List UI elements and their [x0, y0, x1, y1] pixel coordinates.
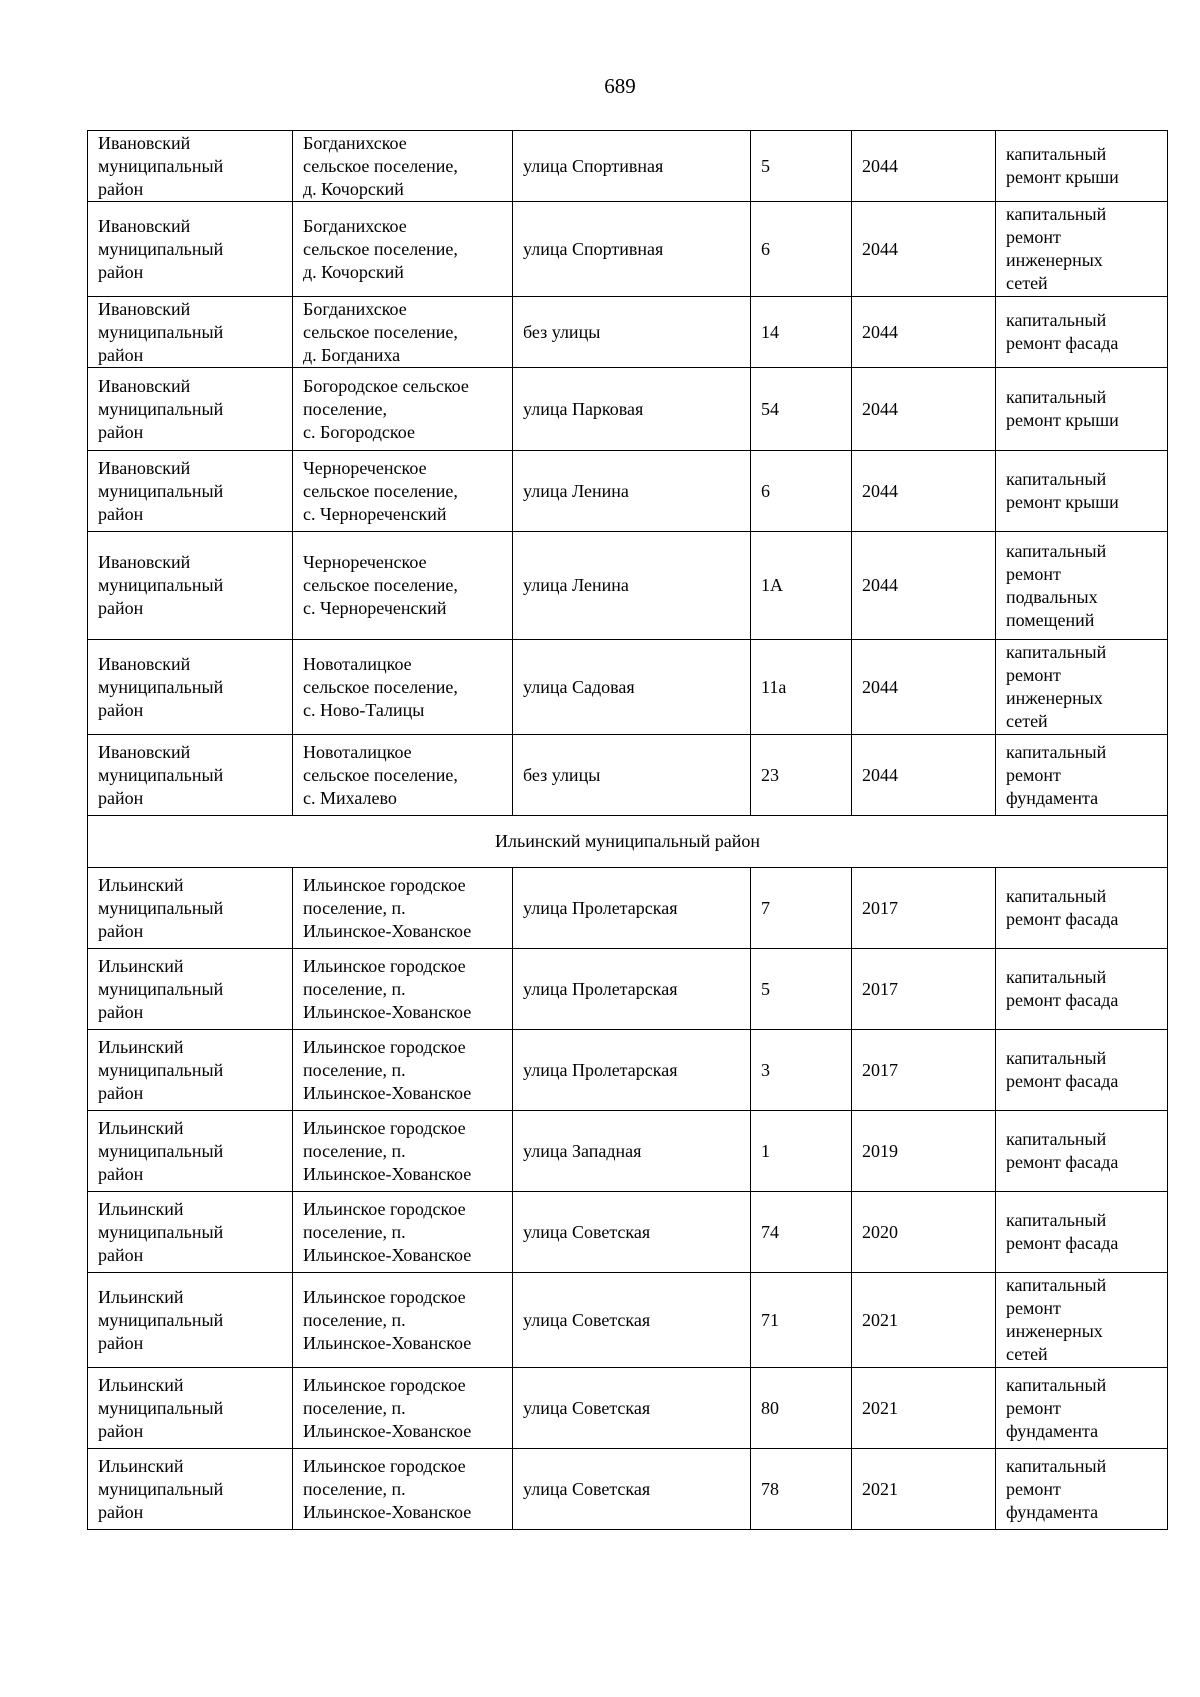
section-header-row	[88, 816, 1168, 868]
house-number-cell: 71	[751, 1273, 852, 1368]
street-cell: улица Спортивная	[513, 131, 751, 202]
street-cell: улица Садовая	[513, 640, 751, 735]
work-type-cell: капитальный ремонт крыши	[996, 451, 1168, 532]
table-body	[88, 131, 1168, 1530]
district-cell: Ильинский муниципальный район	[88, 949, 293, 1030]
year-cell: 2044	[852, 368, 996, 451]
street-cell: улица Советская	[513, 1273, 751, 1368]
table-row	[88, 1192, 1168, 1273]
year-cell: 2021	[852, 1273, 996, 1368]
house-number-cell: 5	[751, 949, 852, 1030]
district-cell: Ильинский муниципальный район	[88, 1368, 293, 1449]
year-cell: 2017	[852, 949, 996, 1030]
work-type-cell: капитальный ремонт фасада	[996, 949, 1168, 1030]
street-cell: улица Советская	[513, 1449, 751, 1530]
repair-schedule-table	[87, 130, 1168, 1530]
year-cell: 2044	[852, 640, 996, 735]
settlement-cell: Ильинское городское поселение, п. Ильинское-Хованское	[293, 1368, 513, 1449]
page-number: 689	[604, 74, 636, 98]
year-cell: 2017	[852, 868, 996, 949]
district-cell: Ильинский муниципальный район	[88, 1192, 293, 1273]
house-number-cell: 11а	[751, 640, 852, 735]
year-cell: 2020	[852, 1192, 996, 1273]
settlement-cell: Богданихское сельское поселение, д. Кочорский	[293, 202, 513, 297]
street-cell: улица Спортивная	[513, 202, 751, 297]
year-cell: 2044	[852, 297, 996, 368]
district-cell: Ивановский муниципальный район	[88, 451, 293, 532]
district-cell: Ивановский муниципальный район	[88, 735, 293, 816]
street-cell: без улицы	[513, 297, 751, 368]
house-number-cell: 80	[751, 1368, 852, 1449]
house-number-cell: 23	[751, 735, 852, 816]
table-row	[88, 368, 1168, 451]
street-cell: улица Пролетарская	[513, 1030, 751, 1111]
work-type-cell: капитальный ремонт инженерных сетей	[996, 1273, 1168, 1368]
district-cell: Ильинский муниципальный район	[88, 1449, 293, 1530]
settlement-cell: Чернореченское сельское поселение, с. Чернореченский	[293, 451, 513, 532]
house-number-cell: 54	[751, 368, 852, 451]
house-number-cell: 7	[751, 868, 852, 949]
work-type-cell: капитальный ремонт фасада	[996, 1111, 1168, 1192]
year-cell: 2044	[852, 532, 996, 640]
street-cell: улица Ленина	[513, 451, 751, 532]
settlement-cell: Ильинское городское поселение, п. Ильинское-Хованское	[293, 1111, 513, 1192]
street-cell: улица Парковая	[513, 368, 751, 451]
table-row	[88, 1030, 1168, 1111]
table-row	[88, 949, 1168, 1030]
work-type-cell: капитальный ремонт фундамента	[996, 1368, 1168, 1449]
district-cell: Ивановский муниципальный район	[88, 640, 293, 735]
work-type-cell: капитальный ремонт фасада	[996, 868, 1168, 949]
settlement-cell: Богородское сельское поселение, с. Богородское	[293, 368, 513, 451]
settlement-cell: Ильинское городское поселение, п. Ильинское-Хованское	[293, 868, 513, 949]
table-row	[88, 131, 1168, 202]
district-cell: Ильинский муниципальный район	[88, 1030, 293, 1111]
year-cell: 2021	[852, 1368, 996, 1449]
table-row	[88, 1273, 1168, 1368]
settlement-cell: Новоталицкое сельское поселение, с. Михалево	[293, 735, 513, 816]
district-cell: Ильинский муниципальный район	[88, 1273, 293, 1368]
house-number-cell: 74	[751, 1192, 852, 1273]
table-row	[88, 451, 1168, 532]
street-cell: улица Пролетарская	[513, 868, 751, 949]
settlement-cell: Чернореченское сельское поселение, с. Чернореченский	[293, 532, 513, 640]
year-cell: 2044	[852, 451, 996, 532]
street-cell: улица Пролетарская	[513, 949, 751, 1030]
district-cell: Ивановский муниципальный район	[88, 202, 293, 297]
table-row	[88, 532, 1168, 640]
settlement-cell: Ильинское городское поселение, п. Ильинское-Хованское	[293, 949, 513, 1030]
district-cell: Ивановский муниципальный район	[88, 532, 293, 640]
year-cell: 2044	[852, 202, 996, 297]
work-type-cell: капитальный ремонт фундамента	[996, 1449, 1168, 1530]
work-type-cell: капитальный ремонт крыши	[996, 368, 1168, 451]
work-type-cell: капитальный ремонт фасада	[996, 1192, 1168, 1273]
settlement-cell: Ильинское городское поселение, п. Ильинское-Хованское	[293, 1192, 513, 1273]
street-cell: улица Советская	[513, 1192, 751, 1273]
table-row	[88, 1449, 1168, 1530]
settlement-cell: Новоталицкое сельское поселение, с. Ново-Талицы	[293, 640, 513, 735]
table-row	[88, 640, 1168, 735]
house-number-cell: 6	[751, 202, 852, 297]
street-cell: без улицы	[513, 735, 751, 816]
year-cell: 2017	[852, 1030, 996, 1111]
table-row	[88, 1111, 1168, 1192]
work-type-cell: капитальный ремонт крыши	[996, 131, 1168, 202]
settlement-cell: Ильинское городское поселение, п. Ильинское-Хованское	[293, 1449, 513, 1530]
work-type-cell: капитальный ремонт подвальных помещений	[996, 532, 1168, 640]
section-title: Ильинский муниципальный район	[88, 816, 1168, 868]
table-row	[88, 202, 1168, 297]
district-cell: Ивановский муниципальный район	[88, 368, 293, 451]
table-row	[88, 297, 1168, 368]
work-type-cell: капитальный ремонт фасада	[996, 297, 1168, 368]
house-number-cell: 3	[751, 1030, 852, 1111]
house-number-cell: 14	[751, 297, 852, 368]
settlement-cell: Богданихское сельское поселение, д. Богданиха	[293, 297, 513, 368]
work-type-cell: капитальный ремонт фасада	[996, 1030, 1168, 1111]
work-type-cell: капитальный ремонт фундамента	[996, 735, 1168, 816]
street-cell: улица Западная	[513, 1111, 751, 1192]
year-cell: 2044	[852, 735, 996, 816]
settlement-cell: Богданихское сельское поселение, д. Кочорский	[293, 131, 513, 202]
house-number-cell: 1	[751, 1111, 852, 1192]
settlement-cell: Ильинское городское поселение, п. Ильинское-Хованское	[293, 1030, 513, 1111]
year-cell: 2021	[852, 1449, 996, 1530]
year-cell: 2019	[852, 1111, 996, 1192]
street-cell: улица Ленина	[513, 532, 751, 640]
year-cell: 2044	[852, 131, 996, 202]
house-number-cell: 1А	[751, 532, 852, 640]
work-type-cell: капитальный ремонт инженерных сетей	[996, 640, 1168, 735]
settlement-cell: Ильинское городское поселение, п. Ильинское-Хованское	[293, 1273, 513, 1368]
house-number-cell: 78	[751, 1449, 852, 1530]
house-number-cell: 5	[751, 131, 852, 202]
street-cell: улица Советская	[513, 1368, 751, 1449]
table-row	[88, 868, 1168, 949]
district-cell: Ивановский муниципальный район	[88, 297, 293, 368]
district-cell: Ильинский муниципальный район	[88, 868, 293, 949]
table-row	[88, 735, 1168, 816]
house-number-cell: 6	[751, 451, 852, 532]
work-type-cell: капитальный ремонт инженерных сетей	[996, 202, 1168, 297]
table-row	[88, 1368, 1168, 1449]
district-cell: Ильинский муниципальный район	[88, 1111, 293, 1192]
district-cell: Ивановский муниципальный район	[88, 131, 293, 202]
